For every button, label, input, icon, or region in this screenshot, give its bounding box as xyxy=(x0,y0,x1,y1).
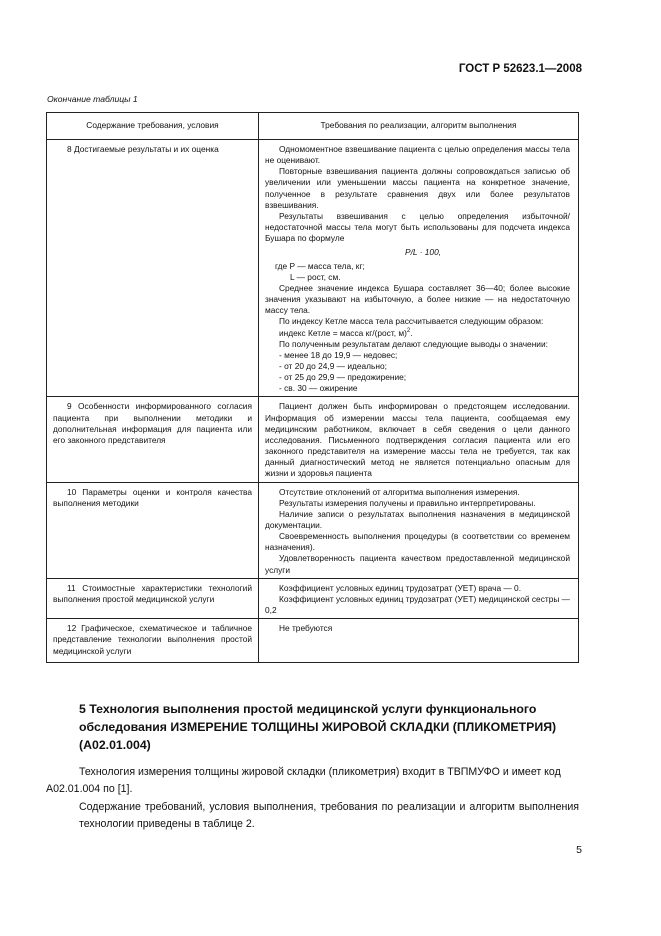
formula-where-2: L — рост, см. xyxy=(290,271,341,282)
row-8-p1: Одномоментное взвешивание пациента с целью определения массы тела не оценивают. xyxy=(265,144,570,166)
row-12-requirement: 12 Графическое, схематическое и табличное представление технологии выполнения простой медицинской услуги xyxy=(47,619,259,663)
bouchard-formula xyxy=(265,244,570,260)
section-heading xyxy=(79,700,579,754)
row-10-item-1: Отсутствие отклонений от алгоритма выполнения измерения. xyxy=(279,486,520,497)
row-8-p4: Среднее значение индекса Бушара составляет 36—40; более высокие значения указывают на избыточную, а более низкие — на недостаточную массу тела. xyxy=(265,282,570,316)
row-8-requirement: 8 Достигаемые результаты и их оценка xyxy=(47,140,259,397)
row-10-requirement: 10 Параметры оценки и контроля качества выполнения методики xyxy=(47,482,259,578)
table-header-row xyxy=(47,113,579,140)
bmi-list-item-3: - от 25 до 29,9 — предожирение; xyxy=(279,372,407,383)
body-paragraph-2: Содержание требований, условия выполнения, требования по реализации и алгоритм выполнения технологии приведены в таблице 2. xyxy=(79,801,579,830)
table-row-9 xyxy=(47,397,579,482)
row-11-item-2: Коэффициент условных единиц трудозатрат (УЕТ) медицинской сестры — 0,2 xyxy=(265,593,570,616)
row-12-text: Не требуются xyxy=(279,623,333,634)
row-10-implementation xyxy=(259,482,579,578)
row-8-p2: Повторные взвешивания пациента должны сопровождаться записью об увеличении или уменьшении массы пациента на конкретное значение, полученное в результате сравнения двух или более результатов взвешивания. xyxy=(265,166,570,210)
row-10-item-5: Удовлетворенность пациента качеством предоставленной медицинской услуги xyxy=(265,553,570,575)
quetelet-text: индекс Кетле = масса кг/(рост, м) xyxy=(279,327,407,338)
quetelet-formula xyxy=(265,328,570,339)
formula-text: P/L · 100, xyxy=(405,247,442,258)
row-11-implementation xyxy=(259,578,579,618)
table-row-12 xyxy=(47,619,579,663)
body-paragraph-1 xyxy=(46,764,579,797)
body-paragraph-1-line-1: Технология измерения толщины жировой складки (пликометрия) входит в ТВПМУФО и имеет код xyxy=(79,766,561,778)
page-number: 5 xyxy=(576,844,582,856)
row-11-requirement: 11 Стоимостные характеристики технологий выполнения простой медицинской услуги xyxy=(47,578,259,618)
requirements-table xyxy=(46,112,579,663)
bmi-list-item-4: - св. 30 — ожирение xyxy=(279,383,358,394)
bmi-list-item-2: - от 20 до 24,9 — идеально; xyxy=(279,360,387,371)
section-number: 5 xyxy=(79,702,86,716)
bmi-list-item-1: - менее 18 до 19,9 — недовес; xyxy=(279,349,398,360)
row-12-implementation xyxy=(259,619,579,663)
row-10-item-4: Своевременность выполнения процедуры (в соответствии со временем назначения). xyxy=(265,531,570,553)
quetelet-end: . xyxy=(410,327,413,338)
section-title: Технология выполнения простой медицинской услуги функционального обследования ИЗМЕРЕНИЕ ТОЛЩИНЫ ЖИРОВОЙ СКЛАДКИ (ПЛИКОМЕТРИЯ) (A02.01.004) xyxy=(79,702,557,752)
row-8-p3: Результаты взвешивания с целью определения избыточной/недостаточной массы тела могут быть использованы для подсчета индекса Бушара по формуле xyxy=(265,210,570,244)
table-caption: Окончание таблицы 1 xyxy=(47,94,138,104)
standard-code: ГОСТ Р 52623.1—2008 xyxy=(458,63,582,75)
formula-where-1: где P — масса тела, кг; xyxy=(275,260,365,271)
row-9-text: Пациент должен быть информирован о предстоящем исследовании. Информация об измерении массы тела пациента, сообщаемая ему медицинским работником, включает в себя сведения о цели данного исследования. Письменного подтверждения согласия пациента или его законного представителя на измерение массы тела не требуется, так как данный диагностический метод не является потенциально опасным для жизни и здоровья пациента xyxy=(265,401,570,479)
column-header-requirement: Содержание требования, условия xyxy=(47,113,259,140)
row-8-implementation xyxy=(259,140,579,397)
row-10-item-3: Наличие записи о результатах выполнения назначения в медицинской документации. xyxy=(265,508,570,530)
row-9-implementation xyxy=(259,397,579,482)
row-8-p7: По полученным результатам делают следующие выводы о значении: xyxy=(279,338,548,349)
row-11-item-1: Коэффициент условных единиц трудозатрат (УЕТ) врача — 0. xyxy=(279,582,522,593)
table-row-8 xyxy=(47,140,579,397)
body-paragraph-1-line-2: A02.01.004 по [1]. xyxy=(46,782,133,795)
quetelet-exponent: 2 xyxy=(406,327,411,334)
row-8-p5: По индексу Кетле масса тела рассчитывается следующим образом: xyxy=(279,316,544,327)
column-header-implementation: Требования по реализации, алгоритм выполнения xyxy=(259,113,579,140)
row-10-item-2: Результаты измерения получены и правильно интерпретированы. xyxy=(279,497,536,508)
table-row-10 xyxy=(47,482,579,578)
row-9-requirement: 9 Особенности информированного согласия пациента при выполнении методики и дополнительная информация для пациента или его законного представителя xyxy=(47,397,259,482)
table-row-11 xyxy=(47,578,579,618)
